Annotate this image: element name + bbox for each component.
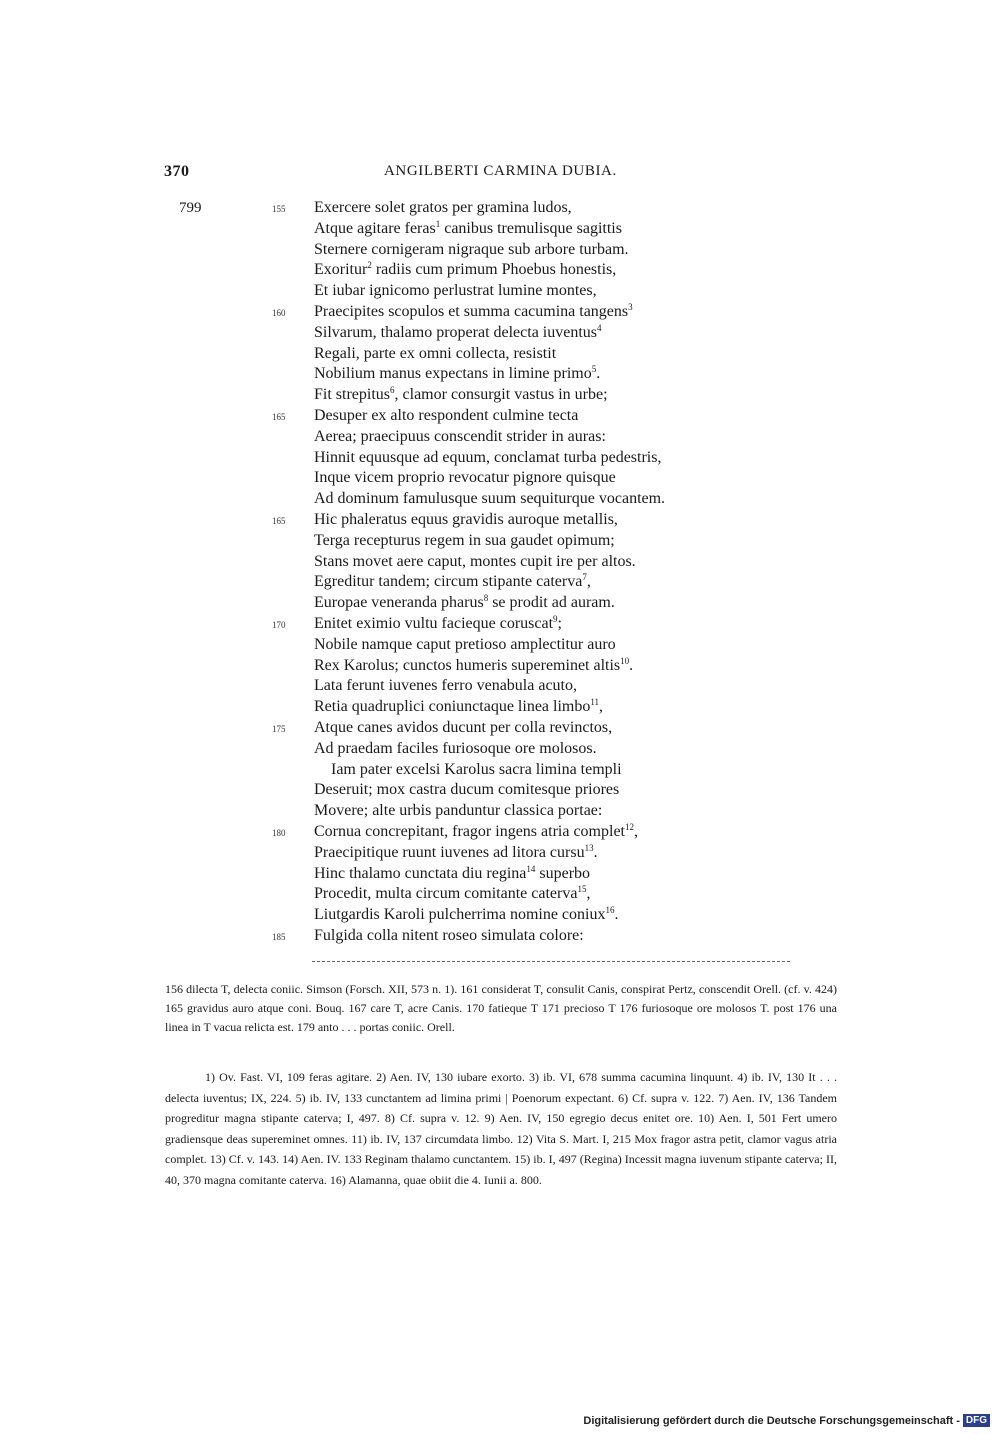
line-number: 165 <box>272 515 286 526</box>
verse-line <box>0 656 1000 677</box>
verse-continuation: , <box>634 822 638 840</box>
verse-continuation: superbo <box>535 864 591 882</box>
footnote-marker: 11 <box>590 697 600 708</box>
verse-main-text: Hic phaleratus equus gravidis auroque metallis, <box>314 510 618 528</box>
verse-continuation: , <box>586 573 591 591</box>
footnote-marker: 10 <box>620 655 630 666</box>
verse-line <box>0 905 1000 926</box>
verse-continuation: , clamor consurgit vastus in urbe; <box>394 386 608 404</box>
verse-main-text: Europae veneranda pharus <box>314 594 484 612</box>
verse-text <box>314 864 590 885</box>
verse-line <box>0 739 1000 760</box>
line-number: 175 <box>272 723 286 734</box>
verse-text <box>314 593 615 614</box>
verse-main-text: Atque canes avidos ducunt per colla revinctos, <box>314 718 613 736</box>
verse-main-text: Ad praedam faciles furiosoque ore molosos. <box>314 739 597 757</box>
running-title: ANGILBERTI CARMINA DUBIA. <box>384 163 617 179</box>
verse-text <box>314 656 633 677</box>
verse-main-text: Et iubar ignicomo perlustrat lumine montes, <box>314 282 597 300</box>
verse-text <box>314 572 591 593</box>
verse-line <box>0 593 1000 614</box>
verse-line <box>0 240 1000 261</box>
verse-main-text: Atque agitare feras <box>314 219 436 237</box>
verse-text <box>314 219 622 240</box>
verse-line <box>0 864 1000 885</box>
funding-text: Digitalisierung gefördert durch die Deutsche Forschungsgemeinschaft - <box>583 1414 960 1427</box>
verse-text <box>314 676 577 697</box>
verse-text <box>314 926 584 947</box>
verse-main-text: Stans movet aere caput, montes cupit ire per altos. <box>314 552 636 570</box>
footnote-marker: 8 <box>483 593 489 604</box>
verse-main-text: Retia quadruplici coniunctaque linea limbo <box>314 698 591 716</box>
dfg-logo: DFG <box>963 1414 990 1427</box>
verse-line <box>0 822 1000 843</box>
verse-text <box>314 697 603 718</box>
verse-line <box>0 884 1000 905</box>
critical-apparatus: 156 dilecta T, delecta coniic. Simson (Forsch. XII, 573 n. 1). 161 considerat T, consulit Canis, conspirat Pertz, conscendit Orell. (cf. v. 424) 165 gravidus auro atque coni. Bouq. 167 care T, acre Canis. 170 fatieque T 171 precioso T 176 furiosoque ore molosos T. post 176 una linea in T vacua relicta est. 179 anto . . . portas coniic. Orell. <box>165 982 837 1034</box>
verse-line <box>0 676 1000 697</box>
verse-line <box>0 510 1000 531</box>
verse-line <box>0 468 1000 489</box>
footnote-marker: 7 <box>582 572 587 583</box>
verse-continuation: . <box>593 843 598 861</box>
verse-main-text: Deseruit; mox castra ducum comitesque priores <box>314 781 620 799</box>
line-number: 185 <box>272 931 286 942</box>
verse-text <box>314 780 619 801</box>
verse-text <box>314 468 616 489</box>
verse-main-text: Rex Karolus; cunctos humeris supereminet altis <box>314 656 621 674</box>
footnotes <box>165 1067 837 1191</box>
verse-text <box>314 385 608 406</box>
verse-line <box>0 552 1000 573</box>
verse-main-text: Ad dominum famulusque suum sequiturque vocantem. <box>314 490 666 508</box>
verse-continuation: . <box>614 906 619 924</box>
verse-main-text: Regali, parte ex omni collecta, resistit <box>314 344 557 362</box>
verse-line <box>0 635 1000 656</box>
verse-text <box>314 489 665 510</box>
verse-text <box>314 884 590 905</box>
verse-main-text: Sternere cornigeram nigraque sub arbore turbam. <box>314 240 629 258</box>
footnote-marker: 9 <box>553 613 558 624</box>
verse-text <box>314 406 578 427</box>
footnote-marker: 1 <box>435 218 441 229</box>
verse-text <box>314 364 600 385</box>
verse-continuation: , <box>599 698 604 716</box>
verse-line <box>0 281 1000 302</box>
verse-main-text: Cornua concrepitant, fragor ingens atria complet <box>314 822 625 840</box>
verse-text <box>314 552 636 573</box>
verse-main-text: Iam pater excelsi Karolus sacra limina templi <box>331 760 622 778</box>
verse-continuation: radiis cum primum Phoebus honestis, <box>371 261 617 279</box>
verse-text <box>314 281 597 302</box>
verse-text <box>331 760 622 781</box>
verse-text <box>314 240 629 261</box>
verse-main-text: Inque vicem proprio revocatur pignore quisque <box>314 469 616 487</box>
verse-main-text: Egreditur tandem; circum stipante caterva <box>314 573 583 591</box>
verse-continuation: canibus tremulisque sagittis <box>440 219 622 237</box>
margin-year: 799 <box>179 200 202 216</box>
verse-main-text: Desuper ex alto respondent culmine tecta <box>314 406 579 424</box>
footnote-marker: 12 <box>625 821 634 832</box>
poem-body <box>0 198 1000 947</box>
verse-line <box>0 364 1000 385</box>
verse-line <box>0 260 1000 281</box>
verse-main-text: Enitet eximio vultu facieque coruscat <box>314 614 554 632</box>
verse-text <box>314 718 612 739</box>
verse-line <box>0 219 1000 240</box>
verse-line <box>0 614 1000 635</box>
footnote-marker: 4 <box>597 322 602 333</box>
verse-main-text: Aerea; praecipuus conscendit strider in auras: <box>314 427 606 445</box>
verse-main-text: Movere; alte urbis panduntur classica portae: <box>314 802 603 820</box>
verse-line <box>0 843 1000 864</box>
verse-main-text: Fit strepitus <box>314 386 391 404</box>
verse-continuation: . <box>629 656 634 674</box>
verse-line <box>0 489 1000 510</box>
footnote-marker: 3 <box>628 301 633 312</box>
footnote-marker: 6 <box>390 385 395 396</box>
verse-text <box>314 302 633 323</box>
verse-line <box>0 780 1000 801</box>
verse-line <box>0 926 1000 947</box>
verse-text <box>314 843 598 864</box>
verse-text <box>314 510 618 531</box>
verse-line <box>0 697 1000 718</box>
verse-main-text: Lata ferunt iuvenes ferro venabula acuto, <box>314 677 577 695</box>
line-number: 155 <box>272 204 286 214</box>
verse-main-text: Fulgida colla nitent roseo simulata colore: <box>314 926 584 944</box>
verse-line <box>0 718 1000 739</box>
verse-text <box>314 822 638 843</box>
verse-text <box>314 739 597 760</box>
verse-line <box>0 801 1000 822</box>
verse-text <box>314 260 616 281</box>
line-number: 165 <box>272 411 286 422</box>
verse-main-text: Terga recepturus regem in sua gaudet opimum; <box>314 531 615 549</box>
verse-line <box>0 406 1000 427</box>
footnote-marker: 15 <box>577 884 587 895</box>
footnote-text: 1) Ov. Fast. VI, 109 feras agitare. 2) Aen. IV, 130 iubare exorto. 3) ib. VI, 678 summa cacumina linquunt. 4) ib. IV, 130 It . . . delecta iuventus; IX, 224. 5) ib. IV, 133 cunctantem ad limina primi | Poenorum expectant. 6) Cf. supra v. 122. 7) Aen. IV, 136 Tandem progreditur magna stipante caterva; I, 497. 8) Cf. supra v. 12. 9) Aen. IV, 150 egregio decus enitet ore. 10) Aen. I, 501 Fert umero gradiensque deas supereminet omnes. 11) ib. IV, 137 circumdata limbo. 12) Vita S. Mart. I, 215 Mox fragor astra petit, clamor vagus atria complet. 13) Cf. v. 143. 14) Aen. IV. 133 Reginam thalamo cunctantem. 15) ib. I, 497 (Regina) Incessit magna iuvenum stipante caterva; II, 40, 370 magna comitante caterva. 16) Alamanna, quae obiit die 4. Iunii a. 800. <box>165 1070 837 1187</box>
line-number: 160 <box>272 307 286 318</box>
verse-line <box>0 572 1000 593</box>
verse-main-text: Praecipitique ruunt iuvenes ad litora cursu <box>314 843 585 861</box>
verse-text <box>314 427 606 448</box>
footnote-marker: 16 <box>605 905 615 916</box>
verse-main-text: Hinc thalamo cunctata diu regina <box>314 864 527 882</box>
verse-continuation: ; <box>557 614 562 632</box>
verse-line <box>0 448 1000 469</box>
verse-text <box>314 323 602 344</box>
verse-main-text: Procedit, multa circum comitante caterva <box>314 885 578 903</box>
line-number: 180 <box>272 827 286 838</box>
page-number: 370 <box>164 163 190 180</box>
verse-text <box>314 448 661 469</box>
footnote-marker: 5 <box>591 364 597 375</box>
verse-main-text: Liutgardis Karoli pulcherrima nomine coniux <box>314 906 606 924</box>
line-number: 170 <box>272 619 286 630</box>
verse-text <box>314 635 616 656</box>
verse-main-text: Nobile namque caput pretioso amplectitur auro <box>314 635 616 653</box>
verse-text <box>314 531 615 552</box>
verse-line <box>0 385 1000 406</box>
verse-continuation: se prodit ad auram. <box>488 594 615 612</box>
footnote-divider <box>312 961 790 962</box>
funding-footer <box>583 1414 990 1427</box>
verse-line <box>0 323 1000 344</box>
verse-line <box>0 302 1000 323</box>
verse-main-text: Hinnit equusque ad equum, conclamat turba pedestris, <box>314 448 662 466</box>
verse-text <box>314 614 562 635</box>
verse-line <box>0 531 1000 552</box>
verse-line <box>0 198 1000 219</box>
verse-main-text: Praecipites scopulos et summa cacumina tangens <box>314 302 629 320</box>
verse-main-text: Exercere solet gratos per gramina ludos, <box>314 199 572 216</box>
footnote-marker: 13 <box>584 842 594 853</box>
verse-continuation: . <box>596 365 601 383</box>
verse-text <box>314 801 602 822</box>
verse-main-text: Nobilium manus expectans in limine primo <box>314 365 592 383</box>
verse-line <box>0 344 1000 365</box>
verse-line <box>0 760 1000 781</box>
verse-text <box>314 198 572 219</box>
verse-main-text: Exoritur <box>314 261 368 279</box>
footnote-marker: 14 <box>526 863 536 874</box>
verse-line <box>0 427 1000 448</box>
verse-main-text: Silvarum, thalamo properat delecta iuventus <box>314 323 598 341</box>
verse-text <box>314 344 556 365</box>
footnote-marker: 2 <box>367 260 372 271</box>
verse-text <box>314 905 618 926</box>
verse-continuation: , <box>586 885 591 903</box>
